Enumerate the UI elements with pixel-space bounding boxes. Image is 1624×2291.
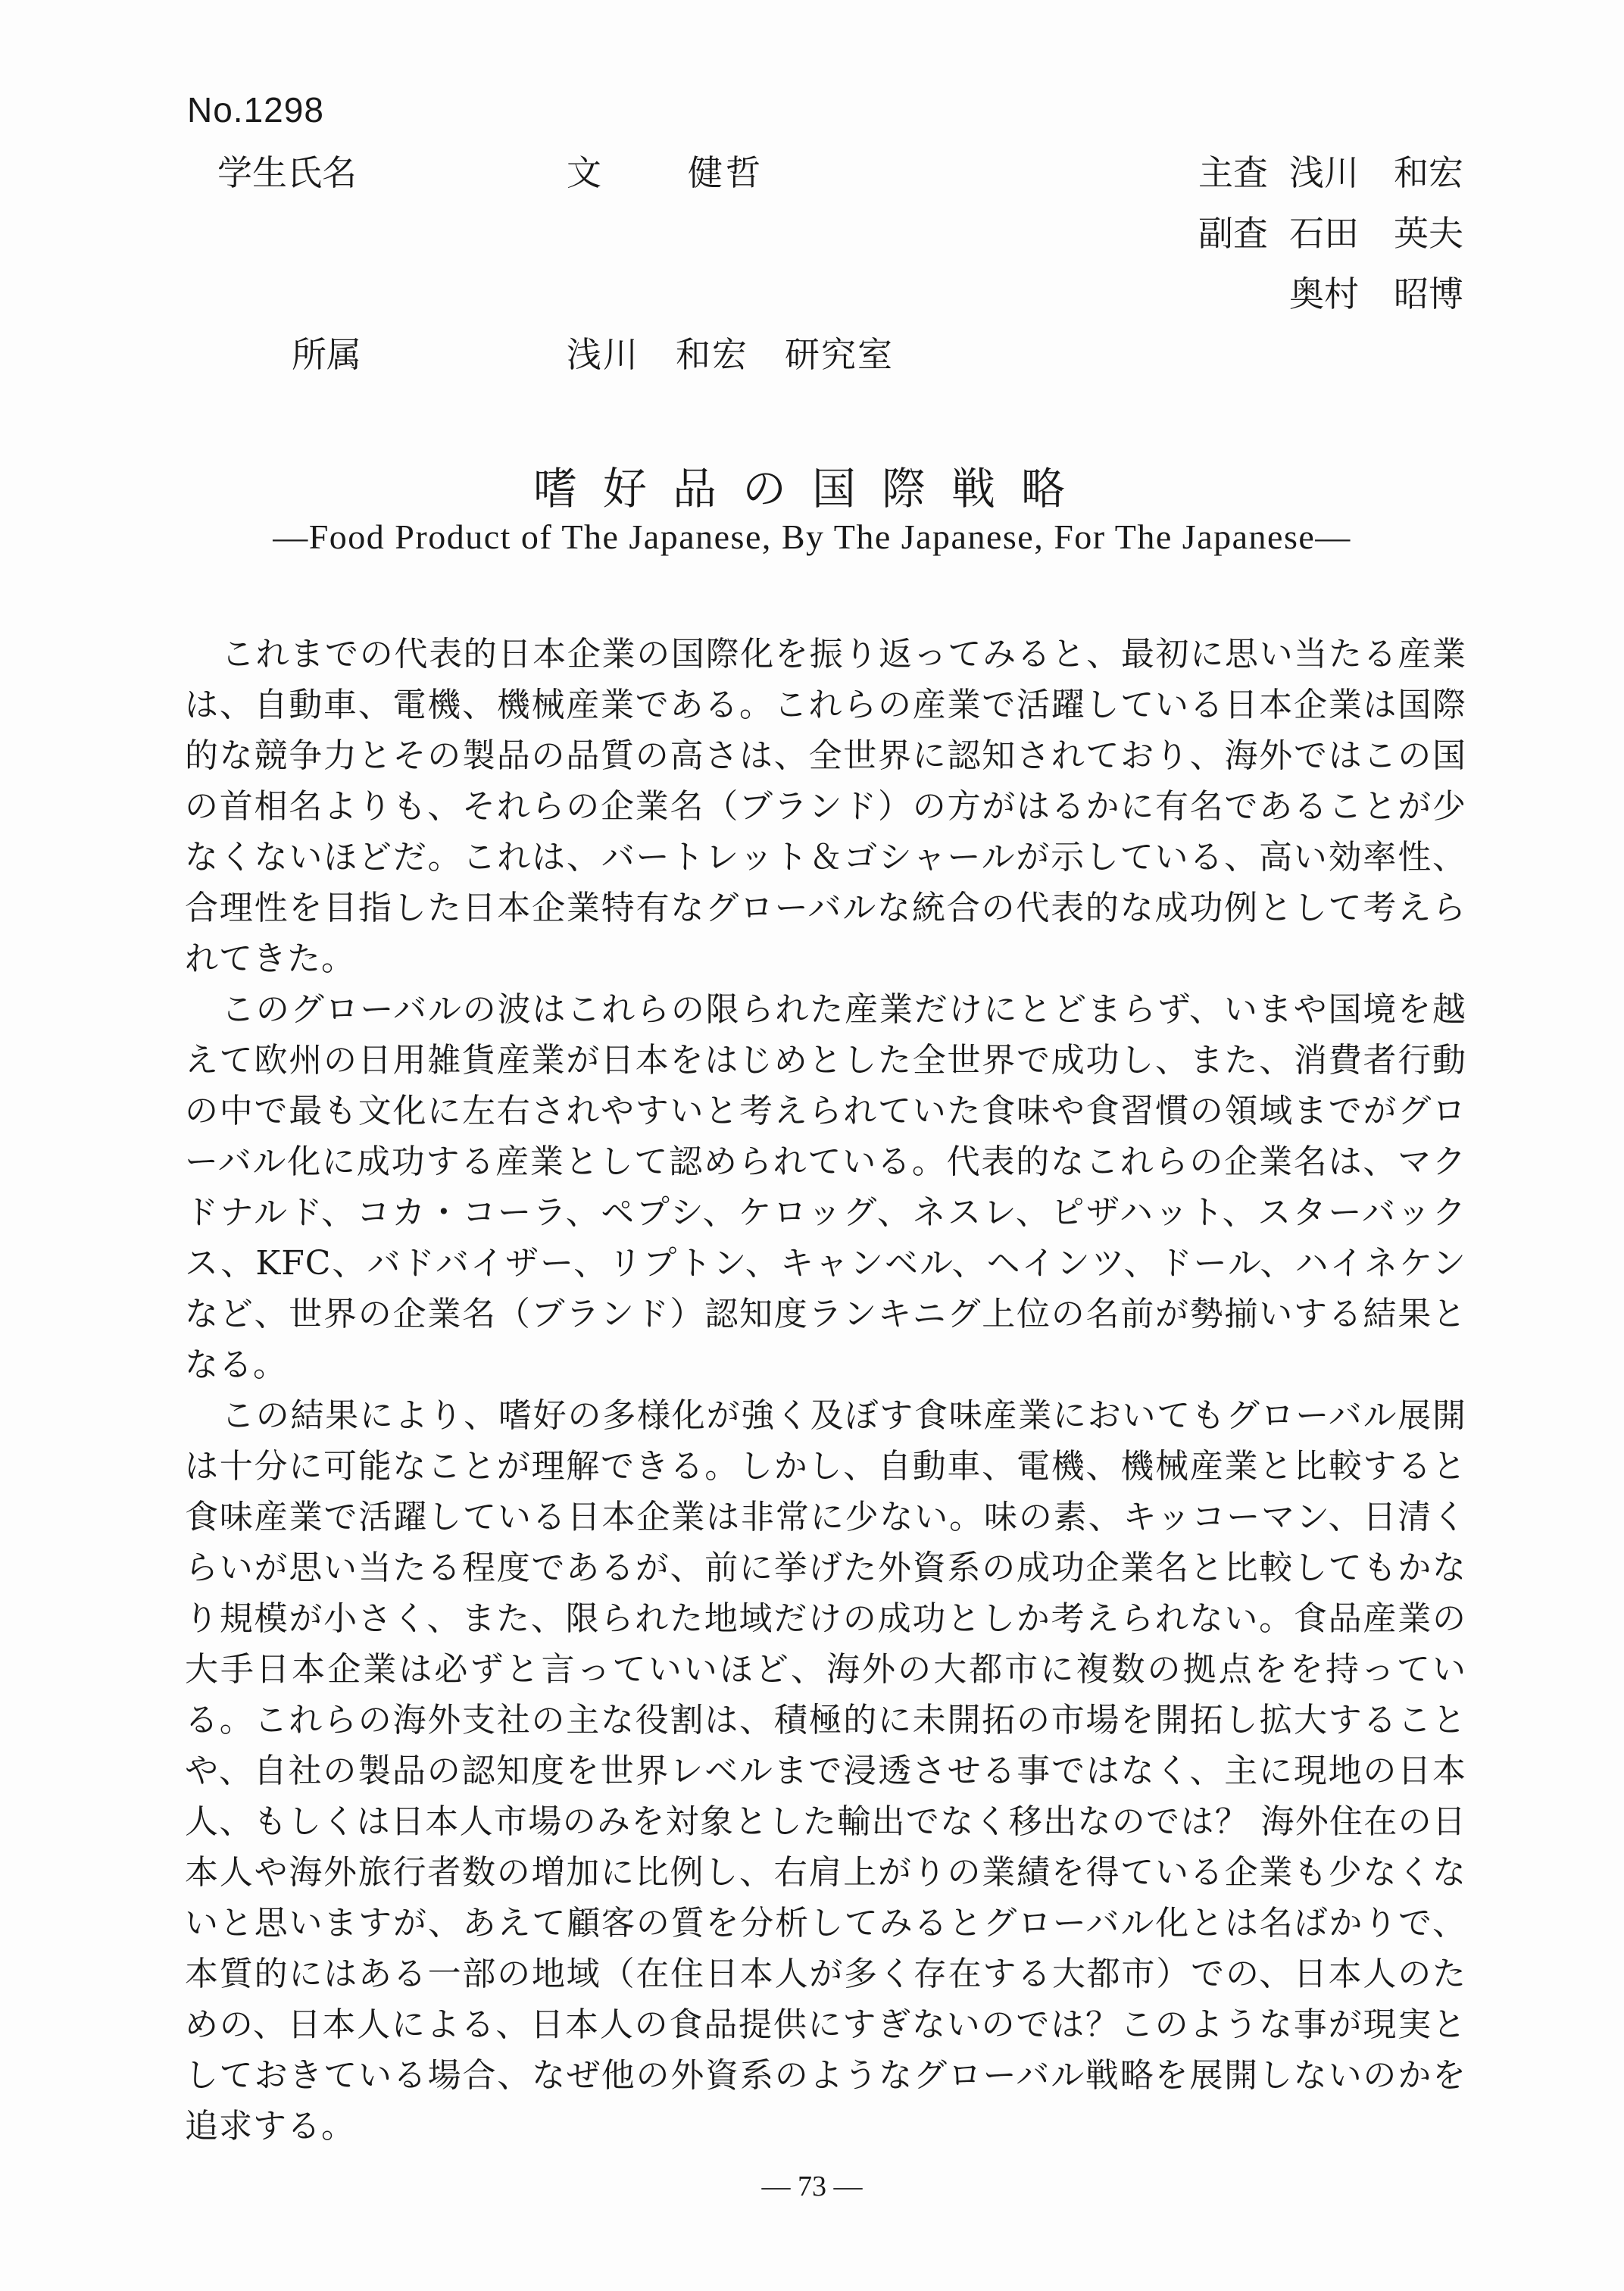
abstract-paragraph: これまでの代表的日本企業の国際化を振り返ってみると、最初に思い当たる産業は、自動車、電機、機械産業である。これらの産業で活躍している日本企業は国際的な競争力とその製品の品質の高さは、全世界に認知されており、海外ではこの国の首相名よりも、それらの企業名（ブランド）の方がはるかに有名であることが少なくないほどだ。これは、バートレット＆ゴシャールが示している、高い効率性、合理性を目指した日本企業特有なグローバルな統合の代表的な成功例として考えられてきた。 [185, 635, 1466, 978]
affiliation-value: 浅川 和宏 研究室 [567, 334, 894, 375]
document-number: No.1298 [187, 90, 324, 130]
student-name-label: 学生氏名 [217, 152, 357, 193]
student-name [567, 152, 764, 193]
advisor-role: 主査 [1198, 152, 1268, 193]
student-given-name: 健哲 [688, 152, 764, 193]
thesis-subtitle: —Food Product of The Japanese, By The Japanese, For The Japanese— [273, 517, 1351, 556]
advisor-list [1198, 152, 1463, 337]
advisor-row-chief [1198, 152, 1463, 216]
page-number: — 73 — [761, 2171, 863, 2202]
abstract-paragraph: この結果により、嗜好の多様化が強く及ぼす食味産業においてもグローバル展開は十分に可能なことが理解できる。しかし、自動車、電機、機械産業と比較すると食味産業で活躍している日本企業は非常に少ない。味の素、キッコーマン、日清くらいが思い当たる程度であるが、前に挙げた外資系の成功企業名と比較してもかなり規模が小さく、また、限られた地域だけの成功としか考えられない。食品産業の大手日本企業は必ずと言っていいほど、海外の大都市に複数の拠点をを持っている。これらの海外支社の主な役割は、積極的に未開拓の市場を開拓し拡大することや、自社の製品の認知度を世界レベルまで浸透させる事ではなく、主に現地の日本人、もしくは日本人市場のみを対象とした輸出でなく移出なのでは？ 海外住在の日本人や海外旅行者数の増加に比例し、右肩上がりの業績を得ている企業も少なくないと思いますが、あえて顧客の質を分析してみるとグローバル化とは名ばかりで、本質的にはある一部の地域（在住日本人が多く存在する大都市）での、日本人のための、日本人による、日本人の食品提供にすぎないのでは？このような事が現実としておきている場合、なぜ他の外資系のようなグローバル戦略を展開しないのかを追求する。 [185, 1396, 1466, 2146]
abstract-body [185, 629, 1466, 2152]
abstract-paragraph: このグローバルの波はこれらの限られた産業だけにとどまらず、いまや国境を越えて欧州の日用雑貨産業が日本をはじめとした全世界で成功し、また、消費者行動の中で最も文化に左右されやすいと考えられていた食味や食習慣の領域までがグローバル化に成功する産業として認められている。代表的なこれらの企業名は、マクドナルド、コカ・コーラ、ペプシ、ケロッグ、ネスレ、ピザハット、スターバックス、KFC、バドバイザー、リプトン、キャンベル、ヘインツ、ドール、ハイネケンなど、世界の企業名（ブランド）認知度ランキニグ上位の名前が勢揃いする結果となる。 [185, 990, 1467, 1384]
affiliation-label: 所属 [292, 334, 361, 375]
advisor-name: 浅川 和宏 [1289, 152, 1463, 193]
student-family-name: 文 [567, 152, 604, 193]
advisor-name: 奥村 昭博 [1289, 273, 1463, 314]
thesis-title: 嗜好品の国際戦略 [532, 463, 1091, 514]
advisor-row-sub-2 [1198, 273, 1463, 337]
advisor-row-sub [1198, 213, 1463, 277]
advisor-role: 副査 [1198, 213, 1268, 254]
advisor-name: 石田 英夫 [1289, 213, 1463, 254]
